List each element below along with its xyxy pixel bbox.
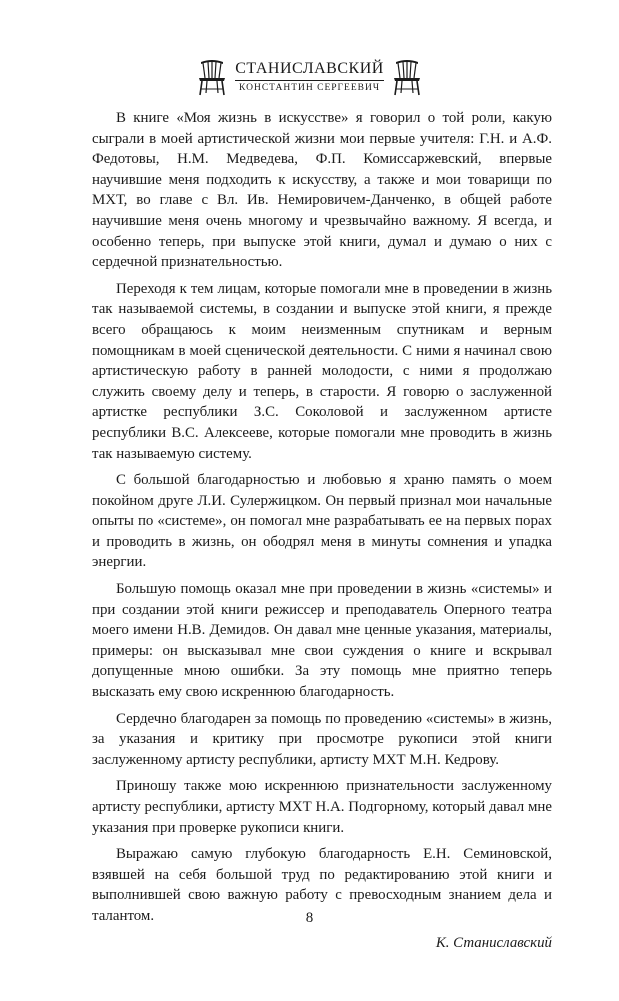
running-header xyxy=(0,58,619,96)
paragraph: Приношу также мою искреннюю признательности заслуженному артисту республики, артисту МХТ Н.А. Подгорному, который давал мне указания при проверке рукописи книги. xyxy=(92,778,552,836)
chair-icon xyxy=(392,58,422,96)
page-number: 8 xyxy=(305,910,314,926)
paragraph: Переходя к тем лицам, которые помогали мне в проведении в жизнь так называемой системы, в создании и выпуске этой книги, я прежде всего обращаюсь к моим неизменным спутникам и верным помощникам в моей сценической деятельности. С ними я начинал свою артистическую работу в ранней молодости, с ними я продолжаю служить своему делу и теперь, в старости. Я говорю о заслуженной артистке республики З.С. Соколовой и заслуженном артисте республики В.С. Алексееве, которые помогали мне проводить в жизнь так называемую систему. xyxy=(92,280,552,462)
paragraph: Сердечно благодарен за помощь по проведению «системы» в жизнь, за указания и критику при просмотре рукописи этой книги заслуженному артисту республики, артисту МХТ М.Н. Кедрову. xyxy=(92,710,552,768)
chair-icon xyxy=(197,58,227,96)
paragraph: Большую помощь оказал мне при проведении в жизнь «системы» и при создании этой книги режиссер и преподаватель Оперного театра моего имени Н.В. Демидов. Он давал мне ценные указания, материалы, примеры: он высказывал мне свои суждения о книге и вскрывал допущенные мною ошибки. За эту помощь мне приятно теперь высказать ему свою искреннюю благодарность. xyxy=(92,581,552,701)
header-title-block xyxy=(235,61,384,94)
paragraph: С большой благодарностью и любовью я храню память о моем покойном друге Л.И. Сулержицком. Он первый признал мои начальные опыты по «системе», он помогал мне разрабатывать ее на первых порах и проводить в жизнь, он ободрял меня в минуты сомнения и упадка энергии. xyxy=(92,472,552,571)
body-text xyxy=(92,108,552,953)
paragraph: Выражаю самую глубокую благодарность Е.Н. Семиновской, взявшей на себя большой труд по редактированию этой книги и выполнившей свою важную работу с превосходным знанием дела и талантом. xyxy=(92,846,552,924)
paragraph: В книге «Моя жизнь в искусстве» я говорил о той роли, какую сыграли в моей артистической жизни мои первые учителя: Г.Н. и А.Ф. Федотовы, Н.М. Медведева, Ф.П. Комиссаржевский, впервые научившие меня подходить к искусству, а также и мои товарищи по МХТ, во главе с Вл. Ив. Немировичем-Данченко, в общей работе научившие меня очень многому и чрезвычайно важному. Я всегда, и особенно теперь, при выпуске этой книги, думал и думаю о них с сердечной признательностью. xyxy=(92,110,552,271)
header-author: СТАНИСЛАВСКИЙ xyxy=(235,61,384,81)
signature: К. Станиславский xyxy=(435,934,552,951)
header-subtitle: КОНСТАНТИН СЕРГЕЕВИЧ xyxy=(239,82,380,93)
